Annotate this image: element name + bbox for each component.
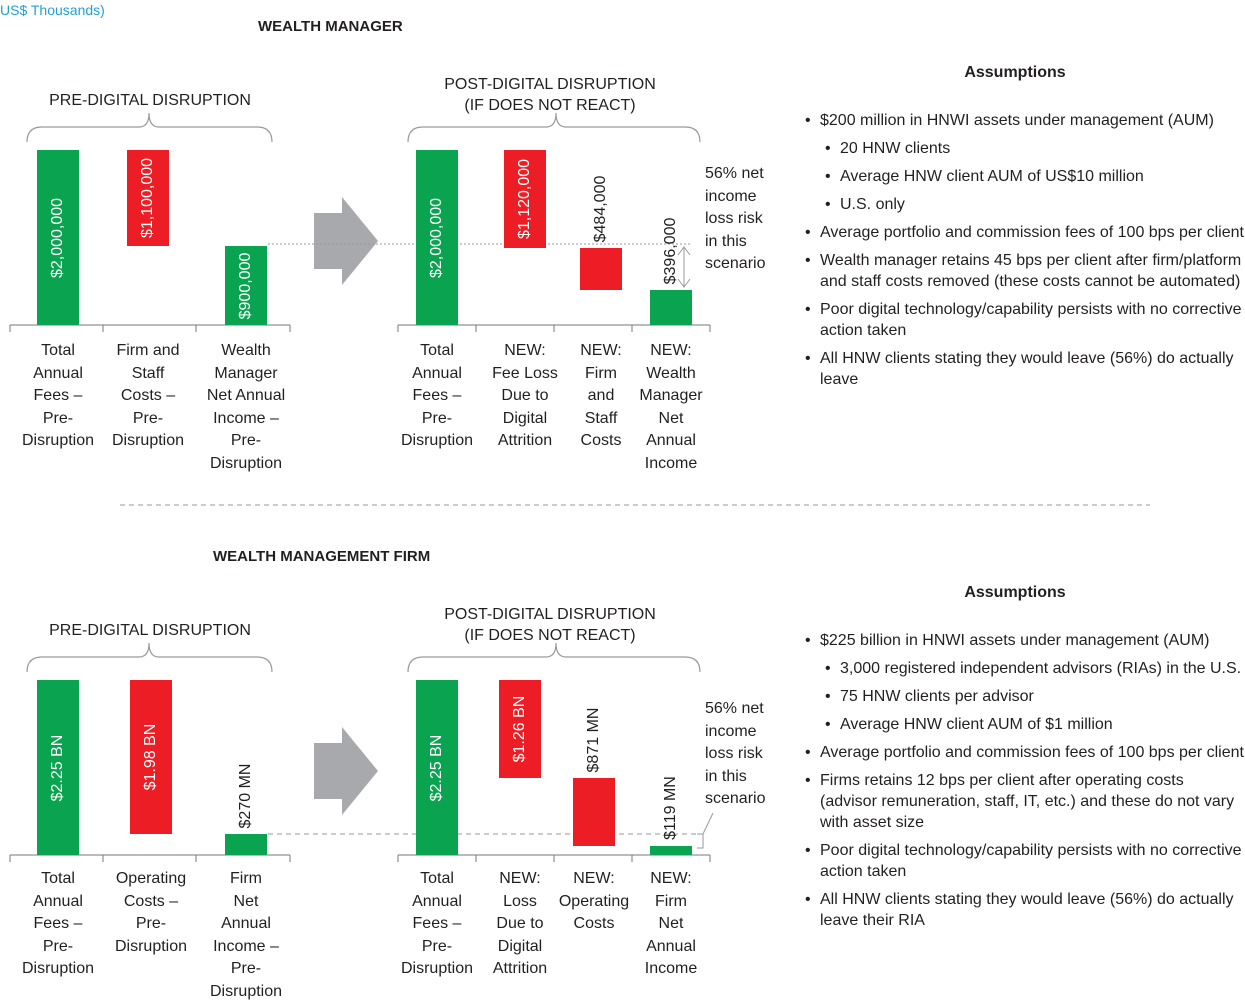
firm-bar-value-label: $2.25 BN (428, 734, 446, 801)
category-line: and (551, 385, 651, 408)
category-line: Net Annual (196, 385, 296, 408)
category-line: Operating (544, 891, 644, 914)
category-line: Operating (101, 868, 201, 891)
category-line: Pre- (101, 913, 201, 936)
manager-post-heading-line-1: POST-DIGITAL DISRUPTION (390, 74, 710, 95)
category-line: Costs (551, 430, 651, 453)
category-line: Costs – (98, 385, 198, 408)
firm-category-label (101, 868, 201, 958)
firm-category-label (196, 868, 296, 1003)
manager-assumption-item: • All HNW clients stating they would leave (56%) do actually leave (805, 348, 1245, 390)
category-line: NEW: (544, 868, 644, 891)
manager-assumption-item: • Average portfolio and commission fees of 100 bps per client (805, 222, 1245, 243)
category-line: Pre- (8, 936, 108, 959)
category-line: Fee Loss (475, 363, 575, 386)
manager-assumption-item: • $200 million in HNWI assets under management (AUM) (805, 110, 1245, 131)
category-line: Net (621, 913, 721, 936)
category-line: Disruption (8, 958, 108, 981)
firm-note-line: loss risk (705, 743, 765, 766)
category-line: Fees – (8, 385, 108, 408)
firm-post-heading-line-1: POST-DIGITAL DISRUPTION (390, 604, 710, 625)
category-line: Fees – (387, 913, 487, 936)
category-line: Pre- (196, 958, 296, 981)
category-line: Income (621, 453, 721, 476)
category-line: Firm (621, 891, 721, 914)
firm-section-title: WEALTH MANAGEMENT FIRM (213, 548, 430, 565)
category-line: Firm (196, 868, 296, 891)
category-line: Annual (196, 913, 296, 936)
firm-category-label (8, 868, 108, 981)
firm-bar-value-label: $871 MN (585, 707, 603, 772)
category-line: Disruption (8, 430, 108, 453)
manager-note-line: in this (705, 231, 765, 254)
firm-note-line: 56% net (705, 698, 765, 721)
category-line: Income – (196, 408, 296, 431)
firm-assumption-item: • Average HNW client AUM of $1 million (825, 714, 1245, 735)
category-line: Attrition (470, 958, 570, 981)
firm-assumptions-title: Assumptions (805, 584, 1225, 602)
category-line: Disruption (196, 453, 296, 476)
category-line: Pre- (98, 408, 198, 431)
category-line: Annual (8, 363, 108, 386)
firm-pre-heading: PRE-DIGITAL DISRUPTION (10, 620, 290, 641)
firm-assumption-item: • All HNW clients stating they would leave (56%) do actually leave their RIA (805, 889, 1245, 931)
category-line: Attrition (475, 430, 575, 453)
manager-assumption-item: • Average HNW client AUM of US$10 million (825, 166, 1245, 187)
firm-waterfall-chart (0, 530, 800, 1000)
manager-bar (580, 248, 622, 290)
manager-bar-value-label: $2,000,000 (49, 197, 67, 277)
manager-note-line: scenario (705, 253, 765, 276)
firm-bar (573, 778, 615, 846)
category-line: Pre- (8, 408, 108, 431)
category-line: Total (387, 868, 487, 891)
manager-assumption-item: • Poor digital technology/capability persists with no corrective action taken (805, 299, 1245, 341)
manager-note-line: loss risk (705, 208, 765, 231)
category-line: Pre- (387, 408, 487, 431)
manager-bar-value-label: $2,000,000 (428, 197, 446, 277)
category-line: Total (8, 340, 108, 363)
category-line: Firm and (98, 340, 198, 363)
manager-waterfall-chart (0, 0, 800, 500)
category-line: Net (621, 408, 721, 431)
firm-assumption-item: • 3,000 registered independent advisors (RIAs) in the U.S. (825, 658, 1245, 679)
firm-bar-value-label: $270 MN (237, 763, 255, 828)
category-line: Annual (8, 891, 108, 914)
category-line: Fees – (387, 385, 487, 408)
manager-category-label (98, 340, 198, 453)
category-line: Firm (551, 363, 651, 386)
category-line: Annual (621, 936, 721, 959)
manager-note-line: income (705, 186, 765, 209)
manager-note-line: 56% net (705, 163, 765, 186)
category-line: Disruption (196, 981, 296, 1003)
category-line: NEW: (475, 340, 575, 363)
manager-bar-value-label: $396,000 (662, 217, 680, 284)
firm-note-line: scenario (705, 788, 765, 811)
firm-note-line: in this (705, 766, 765, 789)
category-line: Annual (387, 891, 487, 914)
category-line: Disruption (387, 958, 487, 981)
firm-assumption-item: • Poor digital technology/capability persists with no corrective action taken (805, 840, 1245, 882)
category-line: Disruption (101, 936, 201, 959)
category-line: Disruption (387, 430, 487, 453)
manager-bar-value-label: $484,000 (592, 175, 610, 242)
category-line: Due to (470, 913, 570, 936)
manager-pre-heading: PRE-DIGITAL DISRUPTION (10, 90, 290, 111)
category-line: Manager (196, 363, 296, 386)
category-line: NEW: (551, 340, 651, 363)
manager-category-label (621, 340, 721, 475)
firm-assumption-item: • Average portfolio and commission fees of 100 bps per client (805, 742, 1245, 763)
category-line: Pre- (196, 430, 296, 453)
firm-post-heading-line-2: (IF DOES NOT REACT) (390, 625, 710, 646)
category-line: Staff (551, 408, 651, 431)
firm-assumption-item: • 75 HNW clients per advisor (825, 686, 1245, 707)
category-line: Costs – (101, 891, 201, 914)
firm-bar (225, 834, 267, 855)
manager-assumption-item: • U.S. only (825, 194, 1245, 215)
category-line: Due to (475, 385, 575, 408)
manager-assumption-item: • Wealth manager retains 45 bps per client after firm/platform and staff costs removed (these costs cannot be automated) (805, 250, 1245, 292)
category-line: Income (621, 958, 721, 981)
category-line: Disruption (98, 430, 198, 453)
firm-bar-value-label: $1.26 BN (511, 696, 529, 763)
category-line: Costs (544, 913, 644, 936)
manager-assumptions-title: Assumptions (805, 64, 1225, 82)
firm-assumption-item: • $225 billion in HNWI assets under management (AUM) (805, 630, 1245, 651)
manager-assumption-item: • 20 HNW clients (825, 138, 1245, 159)
manager-bar (650, 290, 692, 325)
manager-bar-value-label: $900,000 (237, 252, 255, 319)
category-line: Net (196, 891, 296, 914)
firm-category-label (621, 868, 721, 981)
manager-category-label (387, 340, 487, 453)
firm-note-line: income (705, 721, 765, 744)
category-line: NEW: (470, 868, 570, 891)
category-line: NEW: (621, 868, 721, 891)
manager-category-label (8, 340, 108, 453)
category-line: Manager (621, 385, 721, 408)
units-label: US$ Thousands) (0, 2, 105, 18)
category-line: Digital (475, 408, 575, 431)
firm-bar (650, 846, 692, 855)
firm-bar-value-label: $1.98 BN (142, 724, 160, 791)
category-line: Wealth (196, 340, 296, 363)
category-line: NEW: (621, 340, 721, 363)
category-line: Pre- (387, 936, 487, 959)
category-line: Loss (470, 891, 570, 914)
manager-section-title: WEALTH MANAGER (258, 18, 403, 35)
manager-bar-value-label: $1,100,000 (139, 158, 157, 238)
firm-bar-value-label: $119 MN (662, 776, 680, 840)
firm-bar-value-label: $2.25 BN (49, 734, 67, 801)
category-line: Annual (621, 430, 721, 453)
manager-category-label (196, 340, 296, 475)
category-line: Digital (470, 936, 570, 959)
manager-bar-value-label: $1,120,000 (516, 159, 534, 239)
firm-assumption-item: • Firms retains 12 bps per client after operating costs (advisor remuneration, staff, IT, etc.) and these do not vary with asset size (805, 770, 1245, 833)
category-line: Wealth (621, 363, 721, 386)
category-line: Total (8, 868, 108, 891)
manager-post-heading-line-2: (IF DOES NOT REACT) (390, 95, 710, 116)
category-line: Fees – (8, 913, 108, 936)
category-line: Staff (98, 363, 198, 386)
category-line: Annual (387, 363, 487, 386)
category-line: Income – (196, 936, 296, 959)
category-line: Total (387, 340, 487, 363)
